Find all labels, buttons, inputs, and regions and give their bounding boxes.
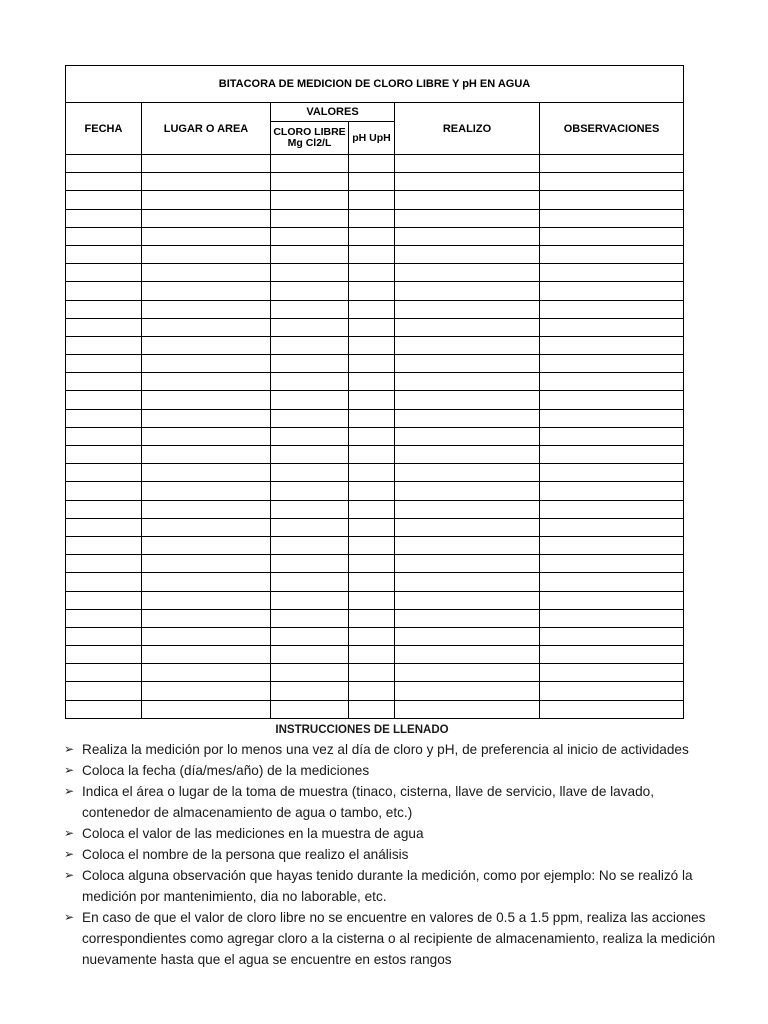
cell-realizo[interactable] [395, 209, 540, 227]
cell-ph[interactable] [349, 446, 395, 464]
cell-observaciones[interactable] [540, 500, 684, 518]
table-row [66, 155, 684, 173]
instruction-text: Indica el área o lugar de la toma de muestra (tinaco, cisterna, llave de servicio, llave de lavado, [82, 784, 654, 799]
cell-fecha[interactable] [66, 482, 142, 500]
cell-realizo[interactable] [395, 609, 540, 627]
cell-lugar[interactable] [142, 646, 271, 664]
cell-lugar[interactable] [142, 173, 271, 191]
cell-realizo[interactable] [395, 464, 540, 482]
cell-realizo[interactable] [395, 446, 540, 464]
table-row [66, 536, 684, 554]
cell-cloro[interactable] [271, 409, 349, 427]
cell-lugar[interactable] [142, 573, 271, 591]
cell-ph[interactable] [349, 482, 395, 500]
cell-cloro[interactable] [271, 500, 349, 518]
cell-realizo[interactable] [395, 245, 540, 263]
cell-realizo[interactable] [395, 300, 540, 318]
cell-observaciones[interactable] [540, 173, 684, 191]
cell-realizo[interactable] [395, 191, 540, 209]
instruction-text: En caso de que el valor de cloro libre no se encuentre en valores de 0.5 a 1.5 ppm, realiza las acciones [82, 910, 706, 925]
cell-lugar[interactable] [142, 155, 271, 173]
cell-observaciones[interactable] [540, 264, 684, 282]
cell-observaciones[interactable] [540, 391, 684, 409]
cell-fecha[interactable] [66, 373, 142, 391]
cell-fecha[interactable] [66, 245, 142, 263]
table-row [66, 664, 684, 682]
instruction-item [62, 865, 722, 907]
cell-realizo[interactable] [395, 500, 540, 518]
cell-fecha[interactable] [66, 318, 142, 336]
cell-realizo[interactable] [395, 282, 540, 300]
cell-ph[interactable] [349, 646, 395, 664]
cell-fecha[interactable] [66, 664, 142, 682]
header-cloro-libre-line2: Mg Cl2/L [287, 137, 332, 149]
cell-observaciones[interactable] [540, 573, 684, 591]
table-row [66, 373, 684, 391]
header-fecha: FECHA [66, 103, 142, 155]
cell-ph[interactable] [349, 245, 395, 263]
table-row [66, 591, 684, 609]
cell-cloro[interactable] [271, 245, 349, 263]
instruction-item [62, 823, 722, 844]
cell-cloro[interactable] [271, 591, 349, 609]
cell-observaciones[interactable] [540, 409, 684, 427]
table-row [66, 191, 684, 209]
header-cloro-libre-line1: CLORO LIBRE [273, 126, 346, 138]
cell-ph[interactable] [349, 227, 395, 245]
cell-realizo[interactable] [395, 318, 540, 336]
cell-ph[interactable] [349, 500, 395, 518]
cell-fecha[interactable] [66, 282, 142, 300]
instruction-text: Coloca la fecha (día/mes/año) de la mediciones [82, 763, 370, 778]
table-row [66, 682, 684, 700]
table-row [66, 427, 684, 445]
arrow-bullet-icon: ➢ [64, 784, 75, 798]
cell-cloro[interactable] [271, 682, 349, 700]
cell-realizo[interactable] [395, 264, 540, 282]
arrow-bullet-icon: ➢ [64, 847, 75, 861]
cell-lugar[interactable] [142, 264, 271, 282]
cell-ph[interactable] [349, 209, 395, 227]
table-row [66, 518, 684, 536]
instruction-item [62, 844, 722, 865]
cell-ph[interactable] [349, 591, 395, 609]
cell-lugar[interactable] [142, 245, 271, 263]
table-row [66, 336, 684, 354]
instruction-text: correspondientes como agregar cloro a la cisterna o al recipiente de almacenamiento, realiza la medición [82, 931, 716, 946]
cell-fecha[interactable] [66, 191, 142, 209]
cell-cloro[interactable] [271, 646, 349, 664]
cell-realizo[interactable] [395, 682, 540, 700]
cell-observaciones[interactable] [540, 446, 684, 464]
cell-ph[interactable] [349, 355, 395, 373]
cell-ph[interactable] [349, 391, 395, 409]
header-ph: pH UpH [349, 122, 395, 155]
cell-fecha[interactable] [66, 427, 142, 445]
cell-fecha[interactable] [66, 336, 142, 354]
cell-lugar[interactable] [142, 336, 271, 354]
cell-cloro[interactable] [271, 336, 349, 354]
cell-observaciones[interactable] [540, 300, 684, 318]
cell-fecha[interactable] [66, 573, 142, 591]
cell-cloro[interactable] [271, 609, 349, 627]
cell-lugar[interactable] [142, 373, 271, 391]
arrow-bullet-icon: ➢ [64, 742, 75, 756]
cell-observaciones[interactable] [540, 318, 684, 336]
cell-ph[interactable] [349, 300, 395, 318]
cell-ph[interactable] [349, 627, 395, 645]
table-row [66, 173, 684, 191]
cell-cloro[interactable] [271, 664, 349, 682]
cell-cloro[interactable] [271, 427, 349, 445]
header-observaciones: OBSERVACIONES [540, 103, 684, 155]
cell-cloro[interactable] [271, 173, 349, 191]
cell-cloro[interactable] [271, 700, 349, 718]
cell-cloro[interactable] [271, 355, 349, 373]
cell-realizo[interactable] [395, 664, 540, 682]
cell-realizo[interactable] [395, 591, 540, 609]
cell-fecha[interactable] [66, 536, 142, 554]
table-row [66, 245, 684, 263]
cell-realizo[interactable] [395, 427, 540, 445]
arrow-bullet-icon: ➢ [64, 868, 75, 882]
cell-fecha[interactable] [66, 446, 142, 464]
cell-ph[interactable] [349, 700, 395, 718]
cell-fecha[interactable] [66, 591, 142, 609]
cell-observaciones[interactable] [540, 282, 684, 300]
header-realizo: REALIZO [395, 103, 540, 155]
cell-fecha[interactable] [66, 391, 142, 409]
log-table [65, 65, 684, 719]
cell-observaciones[interactable] [540, 464, 684, 482]
cell-cloro[interactable] [271, 300, 349, 318]
instruction-text: contenedor de almacenamiento de agua o tambo, etc.) [82, 805, 413, 820]
cell-lugar[interactable] [142, 282, 271, 300]
cell-cloro[interactable] [271, 518, 349, 536]
table-row [66, 282, 684, 300]
cell-observaciones[interactable] [540, 664, 684, 682]
cell-cloro[interactable] [271, 373, 349, 391]
cell-cloro[interactable] [271, 464, 349, 482]
cell-observaciones[interactable] [540, 555, 684, 573]
cell-lugar[interactable] [142, 518, 271, 536]
cell-realizo[interactable] [395, 518, 540, 536]
arrow-bullet-icon: ➢ [64, 826, 75, 840]
cell-cloro[interactable] [271, 627, 349, 645]
cell-observaciones[interactable] [540, 591, 684, 609]
cell-fecha[interactable] [66, 355, 142, 373]
table-row [66, 464, 684, 482]
cell-observaciones[interactable] [540, 700, 684, 718]
cell-lugar[interactable] [142, 318, 271, 336]
cell-fecha[interactable] [66, 409, 142, 427]
cell-lugar[interactable] [142, 682, 271, 700]
cell-ph[interactable] [349, 536, 395, 554]
cell-fecha[interactable] [66, 700, 142, 718]
table-row [66, 573, 684, 591]
cell-lugar[interactable] [142, 446, 271, 464]
table-row [66, 264, 684, 282]
table-title: BITACORA DE MEDICION DE CLORO LIBRE Y pH EN AGUA [66, 66, 684, 103]
cell-realizo[interactable] [395, 536, 540, 554]
cell-realizo[interactable] [395, 482, 540, 500]
instruction-item [62, 907, 722, 970]
cell-observaciones[interactable] [540, 336, 684, 354]
table-row [66, 555, 684, 573]
cell-cloro[interactable] [271, 155, 349, 173]
cell-cloro[interactable] [271, 264, 349, 282]
cell-lugar[interactable] [142, 300, 271, 318]
cell-cloro[interactable] [271, 191, 349, 209]
cell-lugar[interactable] [142, 591, 271, 609]
cell-ph[interactable] [349, 427, 395, 445]
cell-ph[interactable] [349, 573, 395, 591]
cell-fecha[interactable] [66, 500, 142, 518]
cell-cloro[interactable] [271, 209, 349, 227]
cell-observaciones[interactable] [540, 427, 684, 445]
header-valores: VALORES [271, 103, 395, 122]
table-row [66, 391, 684, 409]
cell-cloro[interactable] [271, 446, 349, 464]
cell-lugar[interactable] [142, 464, 271, 482]
cell-lugar[interactable] [142, 191, 271, 209]
cell-fecha[interactable] [66, 264, 142, 282]
cell-cloro[interactable] [271, 391, 349, 409]
cell-realizo[interactable] [395, 373, 540, 391]
cell-observaciones[interactable] [540, 373, 684, 391]
cell-lugar[interactable] [142, 409, 271, 427]
cell-ph[interactable] [349, 373, 395, 391]
cell-lugar[interactable] [142, 664, 271, 682]
table-row [66, 446, 684, 464]
cell-fecha[interactable] [66, 646, 142, 664]
cell-realizo[interactable] [395, 391, 540, 409]
header-lugar-o-area: LUGAR O AREA [142, 103, 271, 155]
instruction-item [62, 760, 722, 781]
cell-cloro[interactable] [271, 555, 349, 573]
cell-lugar[interactable] [142, 355, 271, 373]
table-row [66, 700, 684, 718]
cell-ph[interactable] [349, 336, 395, 354]
instruction-text: Coloca alguna observación que hayas tenido durante la medición, como por ejemplo: No se realizó la [82, 868, 693, 883]
instruction-item [62, 739, 722, 760]
cell-fecha[interactable] [66, 518, 142, 536]
cell-ph[interactable] [349, 409, 395, 427]
cell-observaciones[interactable] [540, 482, 684, 500]
cell-ph[interactable] [349, 155, 395, 173]
instruction-text: nuevamente hasta que el agua se encuentre en estos rangos [82, 952, 452, 967]
cell-lugar[interactable] [142, 627, 271, 645]
table-row [66, 409, 684, 427]
cell-fecha[interactable] [66, 464, 142, 482]
cell-observaciones[interactable] [540, 627, 684, 645]
cell-cloro[interactable] [271, 282, 349, 300]
cell-observaciones[interactable] [540, 355, 684, 373]
cell-ph[interactable] [349, 518, 395, 536]
cell-ph[interactable] [349, 282, 395, 300]
cell-lugar[interactable] [142, 427, 271, 445]
cell-lugar[interactable] [142, 536, 271, 554]
table-row [66, 355, 684, 373]
instructions-list [62, 739, 722, 970]
cell-lugar[interactable] [142, 500, 271, 518]
table-row [66, 646, 684, 664]
table-row [66, 227, 684, 245]
cell-ph[interactable] [349, 464, 395, 482]
cell-observaciones[interactable] [540, 191, 684, 209]
cell-observaciones[interactable] [540, 646, 684, 664]
cell-lugar[interactable] [142, 209, 271, 227]
table-row [66, 318, 684, 336]
cell-ph[interactable] [349, 609, 395, 627]
cell-fecha[interactable] [66, 227, 142, 245]
cell-observaciones[interactable] [540, 227, 684, 245]
cell-observaciones[interactable] [540, 209, 684, 227]
cell-realizo[interactable] [395, 155, 540, 173]
cell-fecha[interactable] [66, 173, 142, 191]
instruction-item [62, 781, 722, 823]
cell-fecha[interactable] [66, 300, 142, 318]
cell-ph[interactable] [349, 555, 395, 573]
table-row [66, 627, 684, 645]
cell-ph[interactable] [349, 664, 395, 682]
cell-ph[interactable] [349, 173, 395, 191]
cell-cloro[interactable] [271, 227, 349, 245]
cell-observaciones[interactable] [540, 155, 684, 173]
cell-lugar[interactable] [142, 700, 271, 718]
cell-fecha[interactable] [66, 682, 142, 700]
header-cloro-libre [271, 122, 349, 155]
cell-fecha[interactable] [66, 155, 142, 173]
cell-lugar[interactable] [142, 391, 271, 409]
cell-ph[interactable] [349, 318, 395, 336]
instruction-text: medición por mantenimiento, dia no laborable, etc. [82, 889, 387, 904]
cell-realizo[interactable] [395, 700, 540, 718]
instruction-text: Coloca el valor de las mediciones en la muestra de agua [82, 826, 424, 841]
cell-observaciones[interactable] [540, 682, 684, 700]
cell-realizo[interactable] [395, 573, 540, 591]
table-row [66, 209, 684, 227]
cell-realizo[interactable] [395, 355, 540, 373]
cell-cloro[interactable] [271, 536, 349, 554]
instructions-section [62, 724, 722, 970]
cell-observaciones[interactable] [540, 518, 684, 536]
cell-lugar[interactable] [142, 609, 271, 627]
cell-lugar[interactable] [142, 227, 271, 245]
arrow-bullet-icon: ➢ [64, 763, 75, 777]
arrow-bullet-icon: ➢ [64, 910, 75, 924]
cell-realizo[interactable] [395, 409, 540, 427]
table-row [66, 482, 684, 500]
cell-realizo[interactable] [395, 336, 540, 354]
cell-lugar[interactable] [142, 482, 271, 500]
cell-fecha[interactable] [66, 609, 142, 627]
cell-ph[interactable] [349, 191, 395, 209]
cell-realizo[interactable] [395, 646, 540, 664]
cell-realizo[interactable] [395, 627, 540, 645]
cell-cloro[interactable] [271, 482, 349, 500]
instruction-text: Realiza la medición por lo menos una vez al día de cloro y pH, de preferencia al inicio de actividades [82, 742, 689, 757]
cell-realizo[interactable] [395, 227, 540, 245]
cell-observaciones[interactable] [540, 536, 684, 554]
instruction-text: Coloca el nombre de la persona que realizo el análisis [82, 847, 409, 862]
cell-realizo[interactable] [395, 173, 540, 191]
cell-ph[interactable] [349, 264, 395, 282]
cell-ph[interactable] [349, 682, 395, 700]
cell-fecha[interactable] [66, 555, 142, 573]
cell-observaciones[interactable] [540, 609, 684, 627]
cell-realizo[interactable] [395, 555, 540, 573]
table-row [66, 609, 684, 627]
cell-fecha[interactable] [66, 627, 142, 645]
cell-cloro[interactable] [271, 573, 349, 591]
cell-cloro[interactable] [271, 318, 349, 336]
cell-lugar[interactable] [142, 555, 271, 573]
cell-fecha[interactable] [66, 209, 142, 227]
cell-observaciones[interactable] [540, 245, 684, 263]
table-row [66, 500, 684, 518]
table-row [66, 300, 684, 318]
instructions-title: INSTRUCCIONES DE LLENADO [275, 724, 449, 736]
